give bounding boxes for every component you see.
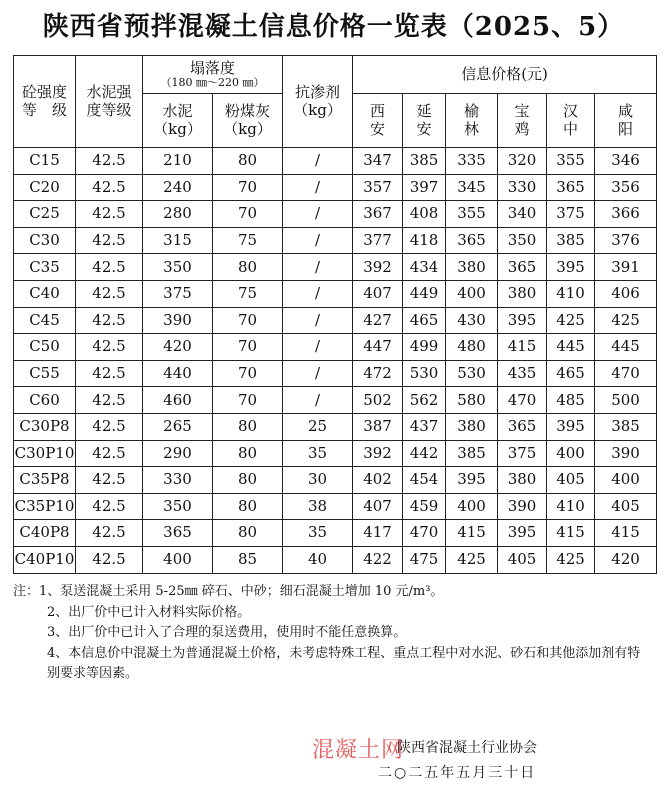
- price-cell: 366: [595, 201, 657, 228]
- price-cell: 395: [547, 413, 595, 440]
- antiseep-cell: /: [283, 227, 353, 254]
- price-cell: 410: [547, 280, 595, 307]
- price-cell: 405: [595, 493, 657, 520]
- antiseep-cell: /: [283, 334, 353, 361]
- antiseep-cell: /: [283, 307, 353, 334]
- price-cell: 470: [403, 520, 446, 547]
- grade-cell: C35P8: [14, 467, 76, 494]
- price-cell: 435: [498, 360, 547, 387]
- header-slump-range: （180 ㎜～220 ㎜）: [160, 75, 265, 89]
- header-city-xian: 西 安: [353, 94, 403, 148]
- price-cell: 410: [547, 493, 595, 520]
- grade-cell: C55: [14, 360, 76, 387]
- price-cell: 425: [595, 307, 657, 334]
- antiseep-cell: 25: [283, 413, 353, 440]
- antiseep-cell: /: [283, 280, 353, 307]
- cement-grade-cell: 42.5: [76, 520, 143, 547]
- price-cell: 345: [446, 174, 498, 201]
- antiseep-cell: 38: [283, 493, 353, 520]
- price-cell: 408: [403, 201, 446, 228]
- table-row: [14, 520, 657, 547]
- price-cell: 437: [403, 413, 446, 440]
- watermark-logo: 混凝土网: [312, 738, 405, 763]
- price-cell: 472: [353, 360, 403, 387]
- price-cell: 417: [353, 520, 403, 547]
- price-cell: 405: [498, 546, 547, 573]
- grade-cell: C15: [14, 148, 76, 175]
- antiseep-cell: /: [283, 201, 353, 228]
- cement-grade-cell: 42.5: [76, 413, 143, 440]
- price-cell: 346: [595, 148, 657, 175]
- antiseep-cell: /: [283, 360, 353, 387]
- price-cell: 395: [446, 467, 498, 494]
- table-row: [14, 201, 657, 228]
- price-cell: 422: [353, 546, 403, 573]
- header-slump: [143, 56, 283, 94]
- flyash-cell: 80: [213, 148, 283, 175]
- price-cell: 475: [403, 546, 446, 573]
- flyash-cell: 70: [213, 334, 283, 361]
- price-cell: 377: [353, 227, 403, 254]
- price-cell: 392: [353, 254, 403, 281]
- table-row: [14, 440, 657, 467]
- header-flyash: 粉煤灰 （kg）: [213, 94, 283, 148]
- cement-grade-cell: 42.5: [76, 174, 143, 201]
- price-cell: 400: [547, 440, 595, 467]
- price-cell: 365: [498, 254, 547, 281]
- antiseep-cell: 30: [283, 467, 353, 494]
- header-city-yulin: 榆 林: [446, 94, 498, 148]
- price-cell: 356: [595, 174, 657, 201]
- cement-cell: 350: [143, 254, 213, 281]
- price-cell: 402: [353, 467, 403, 494]
- cement-cell: 315: [143, 227, 213, 254]
- grade-cell: C60: [14, 387, 76, 414]
- price-cell: 380: [446, 413, 498, 440]
- price-cell: 385: [403, 148, 446, 175]
- price-cell: 390: [595, 440, 657, 467]
- price-cell: 502: [353, 387, 403, 414]
- price-cell: 380: [446, 254, 498, 281]
- cement-cell: 280: [143, 201, 213, 228]
- flyash-cell: 75: [213, 280, 283, 307]
- cement-grade-cell: 42.5: [76, 440, 143, 467]
- price-cell: 380: [498, 467, 547, 494]
- grade-cell: C30P10: [14, 440, 76, 467]
- cement-cell: 290: [143, 440, 213, 467]
- price-cell: 392: [353, 440, 403, 467]
- cement-cell: 420: [143, 334, 213, 361]
- price-cell: 397: [403, 174, 446, 201]
- antiseep-cell: 40: [283, 546, 353, 573]
- cement-grade-cell: 42.5: [76, 334, 143, 361]
- price-cell: 425: [547, 546, 595, 573]
- cement-cell: 390: [143, 307, 213, 334]
- price-cell: 480: [446, 334, 498, 361]
- header-antiseep: 抗渗剂 （kg）: [283, 56, 353, 148]
- price-cell: 442: [403, 440, 446, 467]
- price-cell: 400: [446, 493, 498, 520]
- price-cell: 387: [353, 413, 403, 440]
- price-cell: 395: [547, 254, 595, 281]
- price-cell: 365: [446, 227, 498, 254]
- price-cell: 430: [446, 307, 498, 334]
- antiseep-cell: /: [283, 174, 353, 201]
- price-cell: 335: [446, 148, 498, 175]
- cement-cell: 240: [143, 174, 213, 201]
- grade-cell: C40P8: [14, 520, 76, 547]
- price-cell: 385: [446, 440, 498, 467]
- price-cell: 406: [595, 280, 657, 307]
- cement-cell: 460: [143, 387, 213, 414]
- price-cell: 395: [498, 307, 547, 334]
- table-row: [14, 254, 657, 281]
- header-city-hanzhong: 汉 中: [547, 94, 595, 148]
- flyash-cell: 85: [213, 546, 283, 573]
- cement-grade-cell: 42.5: [76, 280, 143, 307]
- antiseep-cell: 35: [283, 440, 353, 467]
- table-row: [14, 307, 657, 334]
- price-cell: 562: [403, 387, 446, 414]
- table-row: [14, 413, 657, 440]
- issue-date: 二○二五年五月三十日: [378, 765, 537, 781]
- antiseep-cell: /: [283, 148, 353, 175]
- price-cell: 580: [446, 387, 498, 414]
- price-cell: 434: [403, 254, 446, 281]
- table-row: [14, 174, 657, 201]
- cement-cell: 400: [143, 546, 213, 573]
- price-cell: 500: [595, 387, 657, 414]
- table-row: [14, 148, 657, 175]
- cement-grade-cell: 42.5: [76, 360, 143, 387]
- note-4: 4、本信息价中混凝土为普通混凝土价格，未考虑特殊工程、重点工程中对水泥、砂石和其他添加剂有特别要求等因素。: [47, 645, 641, 681]
- price-table: [13, 55, 657, 574]
- flyash-cell: 70: [213, 307, 283, 334]
- price-cell: 425: [446, 546, 498, 573]
- issuing-organization: 陕西省混凝土行业协会: [397, 740, 537, 756]
- price-cell: 407: [353, 493, 403, 520]
- grade-cell: C50: [14, 334, 76, 361]
- price-cell: 385: [595, 413, 657, 440]
- grade-cell: C35P10: [14, 493, 76, 520]
- cement-cell: 440: [143, 360, 213, 387]
- cement-cell: 365: [143, 520, 213, 547]
- price-cell: 470: [595, 360, 657, 387]
- grade-cell: C35: [14, 254, 76, 281]
- table-row: [14, 280, 657, 307]
- price-cell: 347: [353, 148, 403, 175]
- price-cell: 375: [547, 201, 595, 228]
- note-3: 3、出厂价中已计入了合理的泵送费用，使用时不能任意换算。: [47, 625, 407, 640]
- table-row: [14, 467, 657, 494]
- cement-grade-cell: 42.5: [76, 467, 143, 494]
- antiseep-cell: /: [283, 254, 353, 281]
- table-row: [14, 387, 657, 414]
- price-cell: 391: [595, 254, 657, 281]
- price-cell: 357: [353, 174, 403, 201]
- antiseep-cell: 35: [283, 520, 353, 547]
- price-cell: 459: [403, 493, 446, 520]
- price-cell: 427: [353, 307, 403, 334]
- price-cell: 340: [498, 201, 547, 228]
- cement-cell: 350: [143, 493, 213, 520]
- price-cell: 395: [498, 520, 547, 547]
- flyash-cell: 80: [213, 520, 283, 547]
- cement-cell: 210: [143, 148, 213, 175]
- cement-grade-cell: 42.5: [76, 254, 143, 281]
- price-cell: 390: [498, 493, 547, 520]
- price-cell: 400: [595, 467, 657, 494]
- price-cell: 454: [403, 467, 446, 494]
- cement-grade-cell: 42.5: [76, 307, 143, 334]
- note-1: 注：1、泵送混凝土采用 5-25㎜ 碎石、中砂；细石混凝土增加 10 元/m³。: [13, 584, 444, 599]
- header-grade: 砼强度 等 级: [14, 56, 76, 148]
- table-row: [14, 227, 657, 254]
- price-cell: 415: [547, 520, 595, 547]
- flyash-cell: 80: [213, 467, 283, 494]
- table-row: [14, 546, 657, 573]
- grade-cell: C25: [14, 201, 76, 228]
- flyash-cell: 80: [213, 440, 283, 467]
- cement-cell: 375: [143, 280, 213, 307]
- cement-grade-cell: 42.5: [76, 546, 143, 573]
- cement-grade-cell: 42.5: [76, 201, 143, 228]
- price-cell: 415: [498, 334, 547, 361]
- header-cement: 水泥 （kg）: [143, 94, 213, 148]
- page-title: 陕西省预拌混凝土信息价格一览表（2025、5）: [42, 12, 625, 42]
- price-cell: 365: [547, 174, 595, 201]
- grade-cell: C20: [14, 174, 76, 201]
- flyash-cell: 80: [213, 413, 283, 440]
- price-cell: 415: [446, 520, 498, 547]
- price-cell: 407: [353, 280, 403, 307]
- grade-cell: C40P10: [14, 546, 76, 573]
- price-cell: 330: [498, 174, 547, 201]
- header-slump-label: 塌落度: [190, 58, 236, 77]
- price-cell: 530: [403, 360, 446, 387]
- grade-cell: C30P8: [14, 413, 76, 440]
- flyash-cell: 80: [213, 254, 283, 281]
- header-city-yanan: 延 安: [403, 94, 446, 148]
- flyash-cell: 75: [213, 227, 283, 254]
- cement-grade-cell: 42.5: [76, 227, 143, 254]
- price-cell: 405: [547, 467, 595, 494]
- notes: [13, 582, 653, 685]
- price-cell: 485: [547, 387, 595, 414]
- note-2: 2、出厂价中已计入材料实际价格。: [47, 604, 251, 620]
- price-cell: 375: [498, 440, 547, 467]
- header-city-baoji: 宝 鸡: [498, 94, 547, 148]
- price-cell: 320: [498, 148, 547, 175]
- price-cell: 449: [403, 280, 446, 307]
- flyash-cell: 70: [213, 387, 283, 414]
- price-cell: 445: [595, 334, 657, 361]
- price-cell: 465: [403, 307, 446, 334]
- cement-grade-cell: 42.5: [76, 148, 143, 175]
- grade-cell: C40: [14, 280, 76, 307]
- cement-grade-cell: 42.5: [76, 493, 143, 520]
- price-cell: 425: [547, 307, 595, 334]
- price-cell: 365: [498, 413, 547, 440]
- price-cell: 355: [547, 148, 595, 175]
- table-row: [14, 334, 657, 361]
- price-cell: 400: [446, 280, 498, 307]
- cement-grade-cell: 42.5: [76, 387, 143, 414]
- table-row: [14, 360, 657, 387]
- price-cell: 385: [547, 227, 595, 254]
- price-cell: 470: [498, 387, 547, 414]
- price-cell: 355: [446, 201, 498, 228]
- grade-cell: C30: [14, 227, 76, 254]
- price-cell: 418: [403, 227, 446, 254]
- table-row: [14, 493, 657, 520]
- antiseep-cell: /: [283, 387, 353, 414]
- header-price: 信息价格(元): [353, 56, 657, 94]
- price-cell: 415: [595, 520, 657, 547]
- price-cell: 465: [547, 360, 595, 387]
- flyash-cell: 70: [213, 201, 283, 228]
- flyash-cell: 70: [213, 174, 283, 201]
- price-cell: 447: [353, 334, 403, 361]
- price-cell: 530: [446, 360, 498, 387]
- grade-cell: C45: [14, 307, 76, 334]
- cement-cell: 265: [143, 413, 213, 440]
- price-cell: 376: [595, 227, 657, 254]
- price-cell: 350: [498, 227, 547, 254]
- price-cell: 499: [403, 334, 446, 361]
- flyash-cell: 70: [213, 360, 283, 387]
- flyash-cell: 80: [213, 493, 283, 520]
- price-cell: 380: [498, 280, 547, 307]
- cement-cell: 330: [143, 467, 213, 494]
- price-cell: 445: [547, 334, 595, 361]
- price-cell: 420: [595, 546, 657, 573]
- header-cement-grade: 水泥强 度等级: [76, 56, 143, 148]
- price-cell: 367: [353, 201, 403, 228]
- header-city-xianyang: 咸 阳: [595, 94, 657, 148]
